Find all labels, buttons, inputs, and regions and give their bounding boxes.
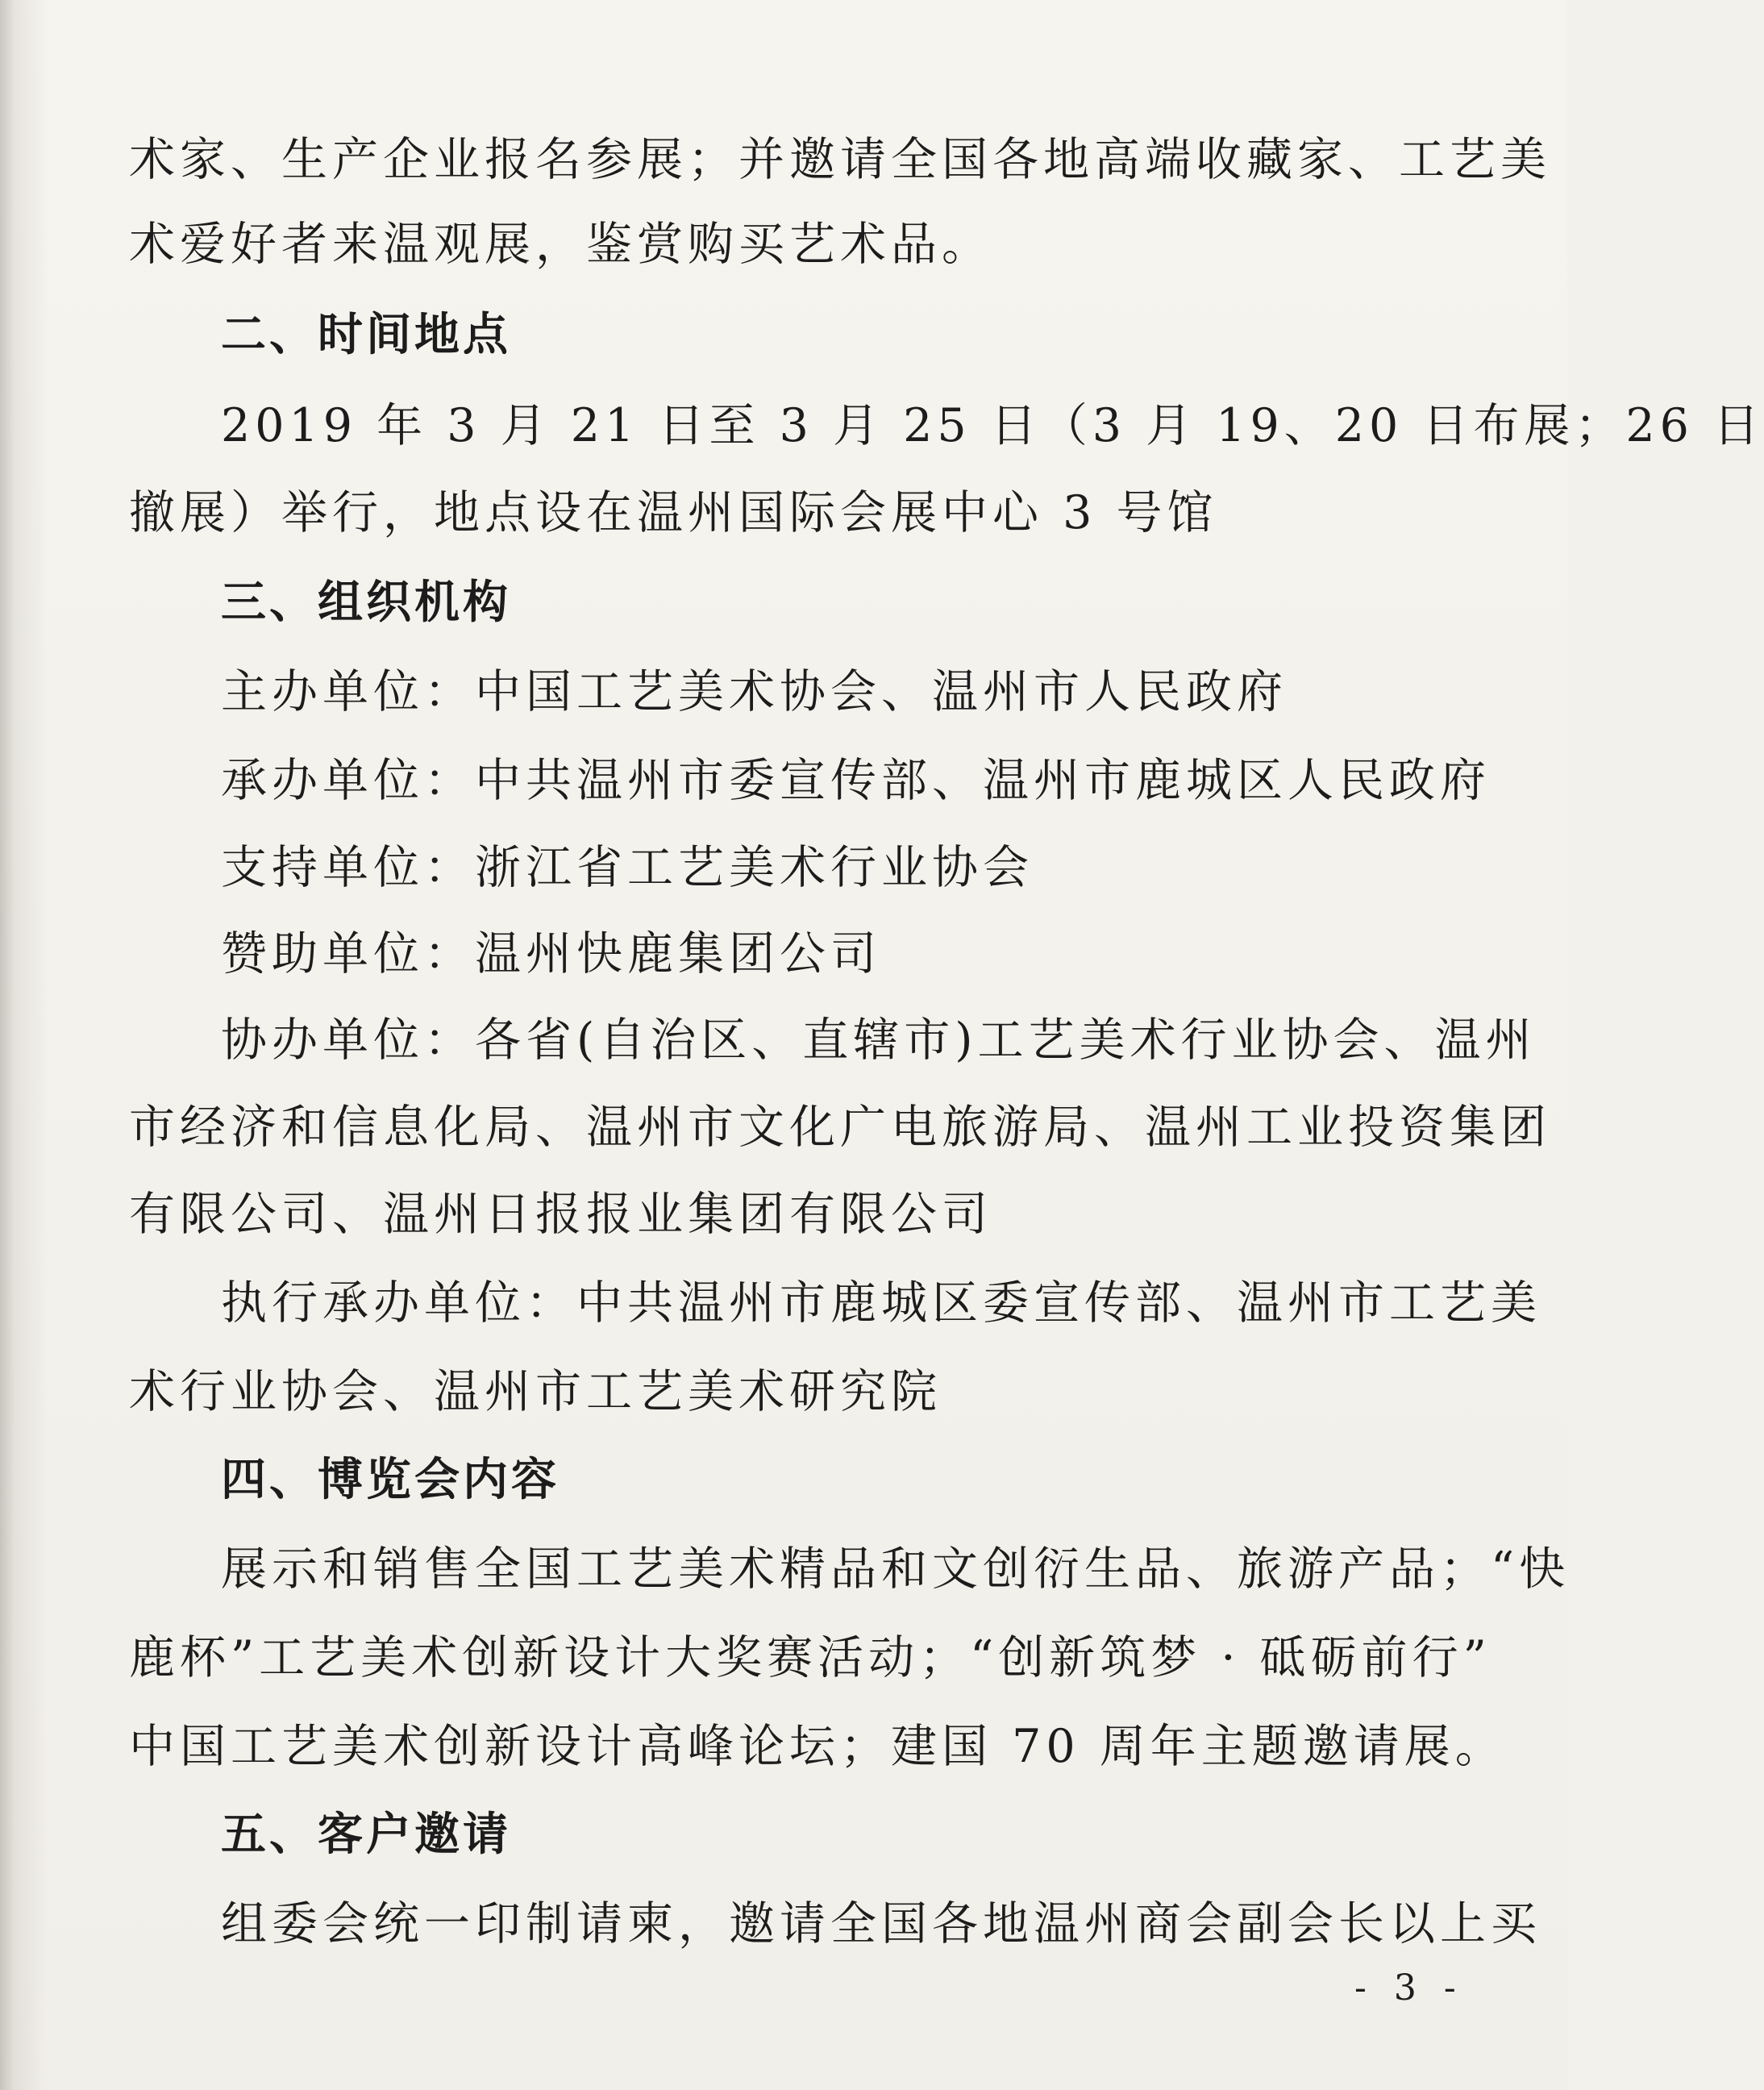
paragraph-line: 鹿杯”工艺美术创新设计大奖赛活动；“创新筑梦 · 砥砺前行” (129, 1631, 1491, 1684)
section-heading-expo-content: 四、博览会内容 (221, 1454, 560, 1506)
paragraph-line: 撤展）举行，地点设在温州国际会展中心 3 号馆 (129, 486, 1218, 539)
section-heading-time-place: 二、时间地点 (221, 309, 511, 361)
paragraph-line: 市经济和信息化局、温州市文化广电旅游局、温州工业投资集团 (129, 1101, 1551, 1154)
paragraph-line: 主办单位：中国工艺美术协会、温州市人民政府 (221, 665, 1288, 718)
paragraph-line: 支持单位：浙江省工艺美术行业协会 (221, 841, 1034, 894)
page-number: - 3 - (1354, 1967, 1464, 2009)
section-heading-client-invitation: 五、客户邀请 (221, 1809, 511, 1861)
paragraph-line: 术行业协会、温州市工艺美术研究院 (129, 1365, 942, 1418)
paragraph-line: 组委会统一印制请柬，邀请全国各地温州商会副会长以上买 (221, 1897, 1541, 1951)
paragraph-line: 术家、生产企业报名参展；并邀请全国各地高端收藏家、工艺美 (129, 133, 1551, 186)
paragraph-line: 承办单位：中共温州市委宣传部、温州市鹿城区人民政府 (221, 754, 1491, 807)
paragraph-line: 术爱好者来温观展，鉴赏购买艺术品。 (129, 218, 992, 271)
paragraph-line: 赞助单位：温州快鹿集团公司 (221, 927, 881, 980)
paragraph-line: 2019 年 3 月 21 日至 3 月 25 日（3 月 19、20 日布展；26 日 (221, 399, 1764, 452)
paragraph-line: 协办单位：各省(自治区、直辖市)工艺美术行业协会、温州 (221, 1014, 1537, 1067)
paragraph-line: 执行承办单位：中共温州市鹿城区委宣传部、温州市工艺美 (221, 1276, 1541, 1330)
section-heading-organization: 三、组织机构 (221, 577, 511, 629)
paragraph-line: 有限公司、温州日报报业集团有限公司 (129, 1188, 992, 1241)
paragraph-line: 中国工艺美术创新设计高峰论坛；建国 70 周年主题邀请展。 (129, 1720, 1506, 1773)
paragraph-line: 展示和销售全国工艺美术精品和文创衍生品、旅游产品；“快 (221, 1543, 1571, 1596)
